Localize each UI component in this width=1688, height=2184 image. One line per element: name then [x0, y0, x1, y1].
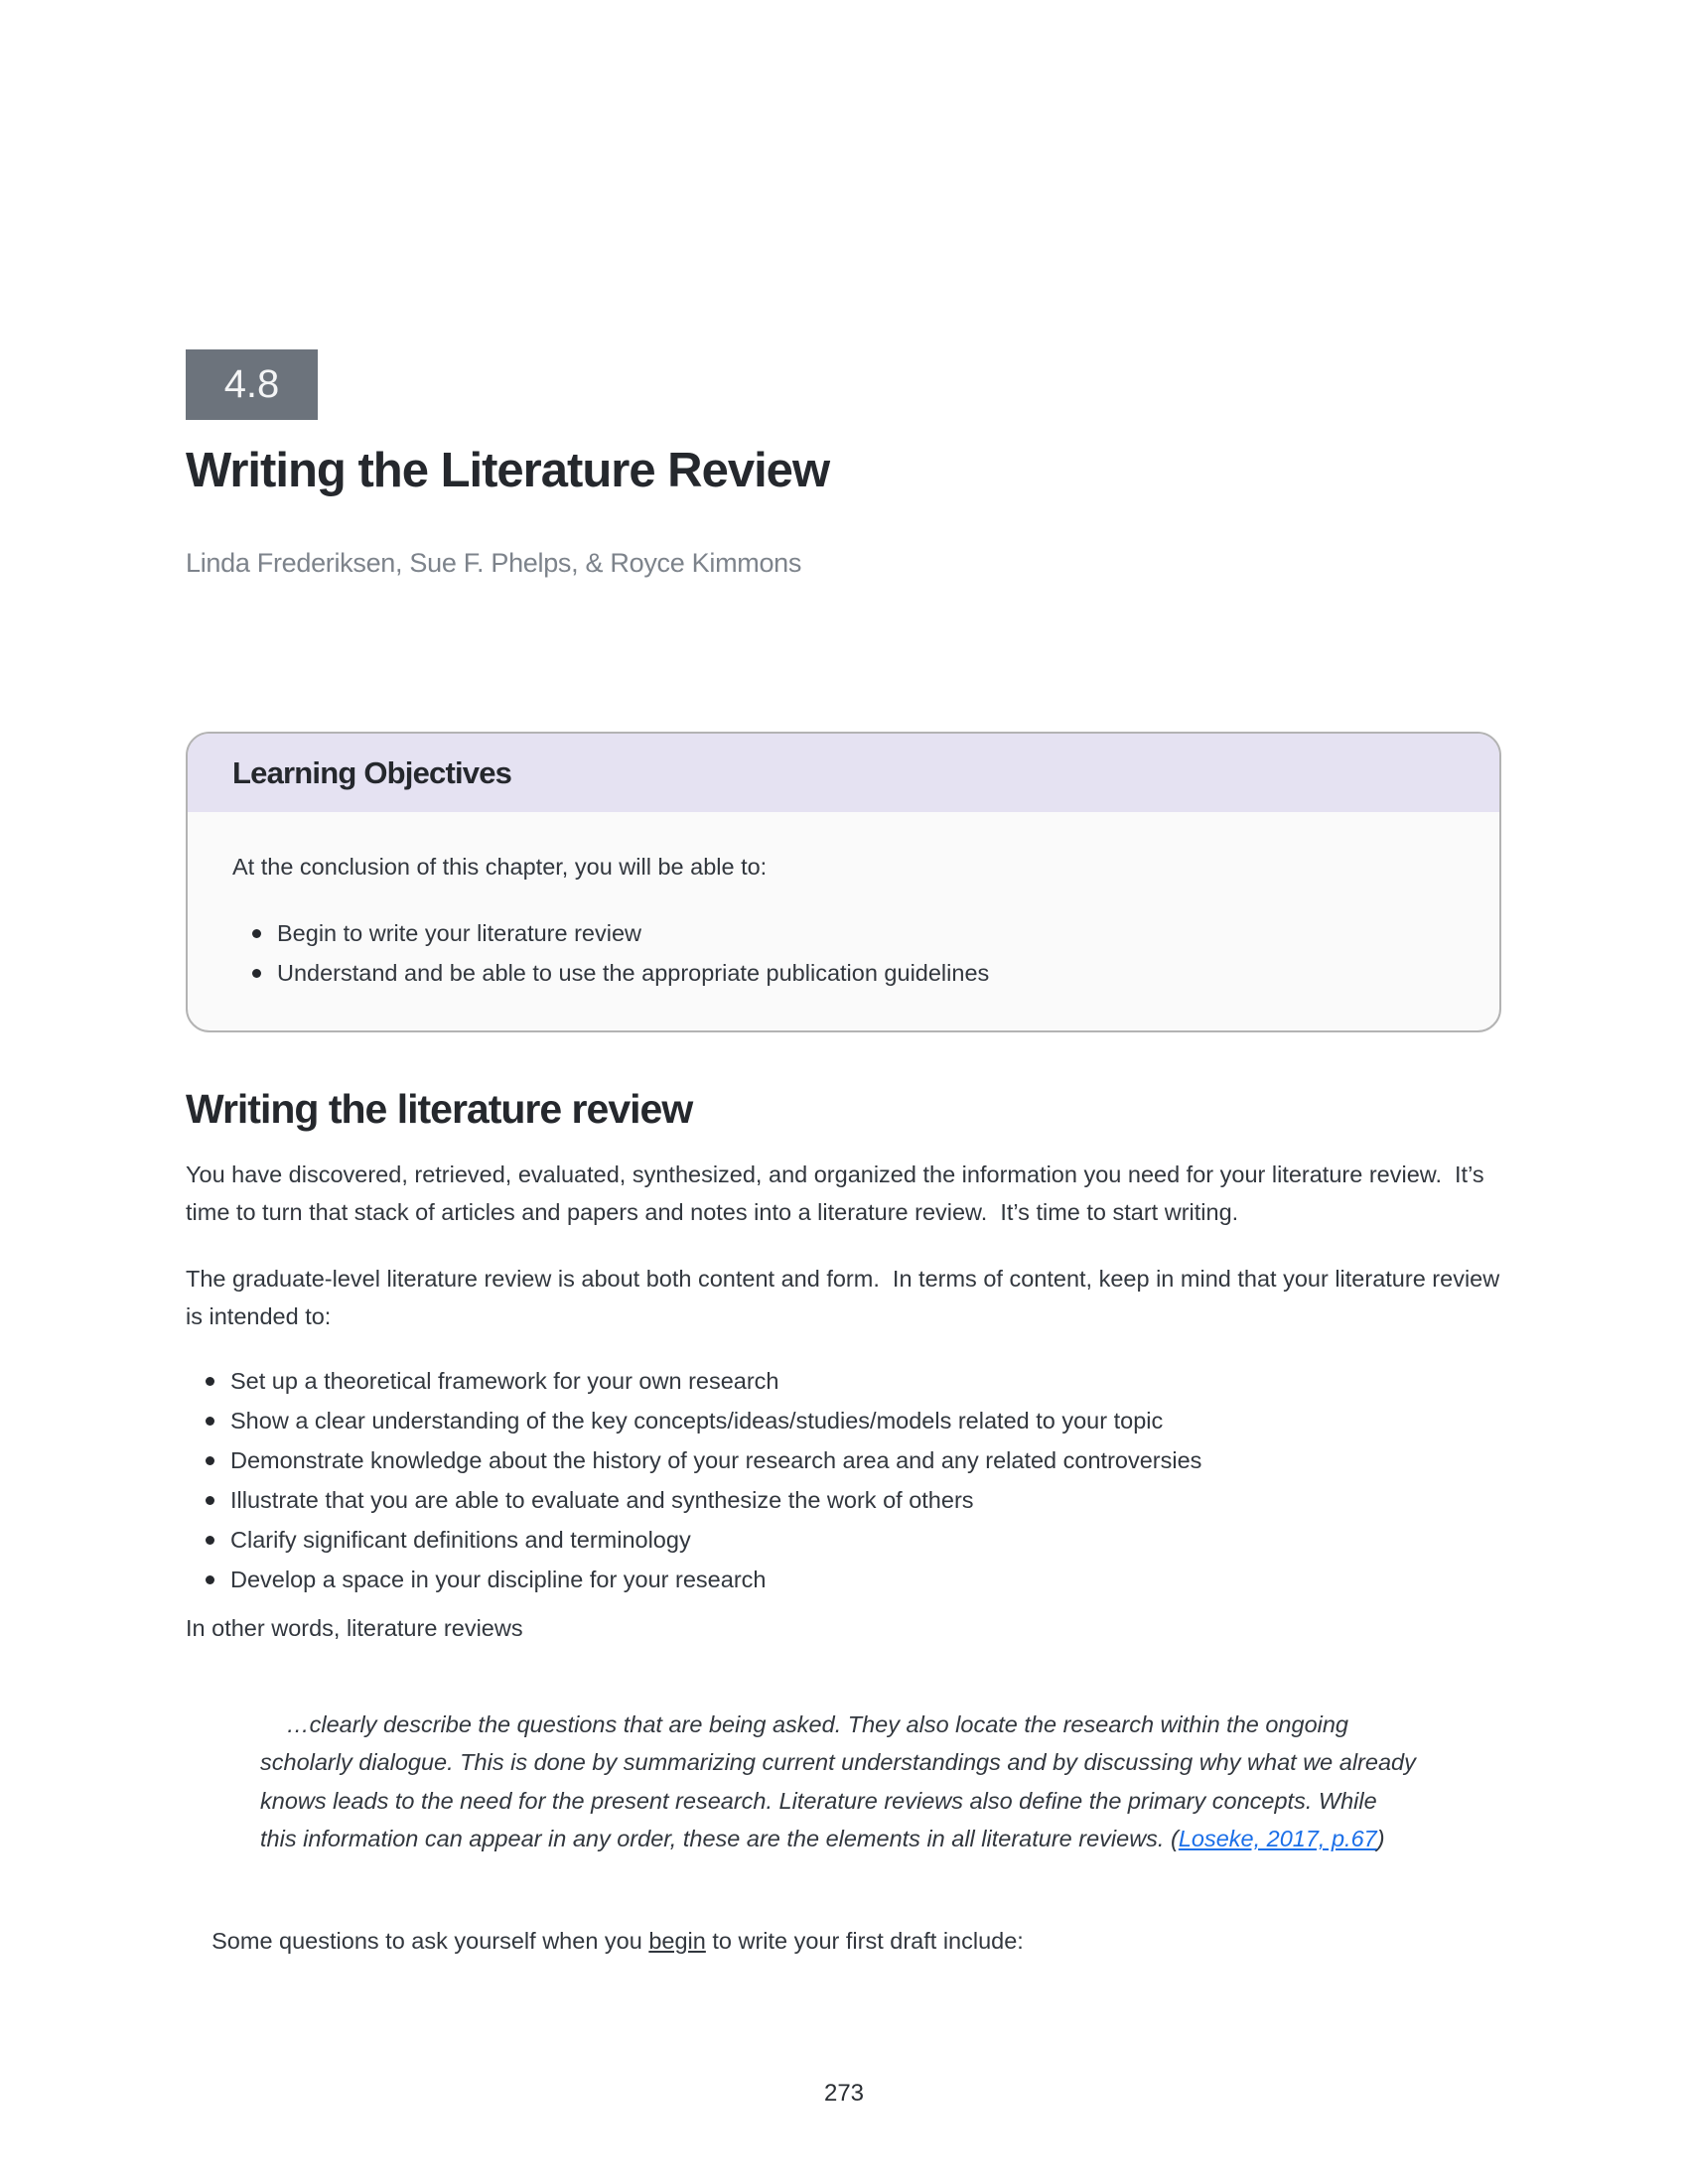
quote-close-paren: )	[1376, 1826, 1385, 1852]
citation-link[interactable]: Loseke, 2017, p.67	[1178, 1826, 1377, 1852]
paragraph: The graduate-level literature review is about both content and form. In terms of content, keep in mind that your literature review is intended to:	[186, 1266, 1506, 1329]
closing-text-pre: Some questions to ask yourself when you	[211, 1928, 649, 1954]
chapter-number-badge	[186, 349, 318, 420]
blockquote	[260, 1667, 1423, 1897]
list-item: Develop a space in your discipline for your research	[186, 1560, 1506, 1599]
lead-in-text: In other words, literature reviews	[186, 1615, 523, 1641]
list-item: Clarify significant definitions and terminology	[186, 1520, 1506, 1560]
section-heading: Writing the literature review	[186, 1086, 693, 1132]
learning-objectives-title: Learning Objectives	[232, 754, 512, 790]
list-item: Begin to write your literature review	[232, 913, 1455, 953]
learning-objectives-callout	[186, 732, 1501, 1032]
list-item: Show a clear understanding of the key concepts/ideas/studies/models related to your topic	[186, 1401, 1506, 1440]
learning-objectives-intro: At the conclusion of this chapter, you will be able to:	[232, 854, 768, 880]
closing-sentence	[186, 1884, 1506, 1997]
list-item: Demonstrate knowledge about the history of your research area and any related controversies	[186, 1440, 1506, 1480]
page-number: 273	[823, 2080, 865, 2107]
page-title: Writing the Literature Review	[186, 444, 830, 497]
list-item: Understand and be able to use the appropriate publication guidelines	[232, 953, 1455, 993]
quote-text: …clearly describe the questions that are being asked. They also locate the research within the ongoing scholarly dialogue. This is done by summarizing current understandings and by discussing why what we already knows leads to the need for the present research. Literature reviews also define the primary concepts. While this information can appear in any order, these are the elements in all literature reviews. (	[260, 1710, 1423, 1852]
learning-objectives-body	[188, 812, 1499, 993]
list-item: Illustrate that you are able to evaluate and synthesize the work of others	[186, 1480, 1506, 1520]
closing-text-post: to write your first draft include:	[705, 1928, 1024, 1954]
learning-objectives-list	[232, 913, 1455, 993]
authors-line: Linda Frederiksen, Sue F. Phelps, & Royce Kimmons	[186, 548, 802, 578]
list-item: Set up a theoretical framework for your own research	[186, 1361, 1506, 1401]
learning-objectives-header	[188, 734, 1499, 812]
intended-purposes-list	[186, 1361, 1506, 1599]
chapter-number: 4.8	[223, 362, 280, 406]
underlined-word: begin	[648, 1928, 706, 1954]
paragraph: You have discovered, retrieved, evaluated, synthesized, and organized the information you need for your literature review. It’s time to turn that stack of articles and papers and notes into a literature review. It’s time to start writing.	[186, 1161, 1491, 1225]
